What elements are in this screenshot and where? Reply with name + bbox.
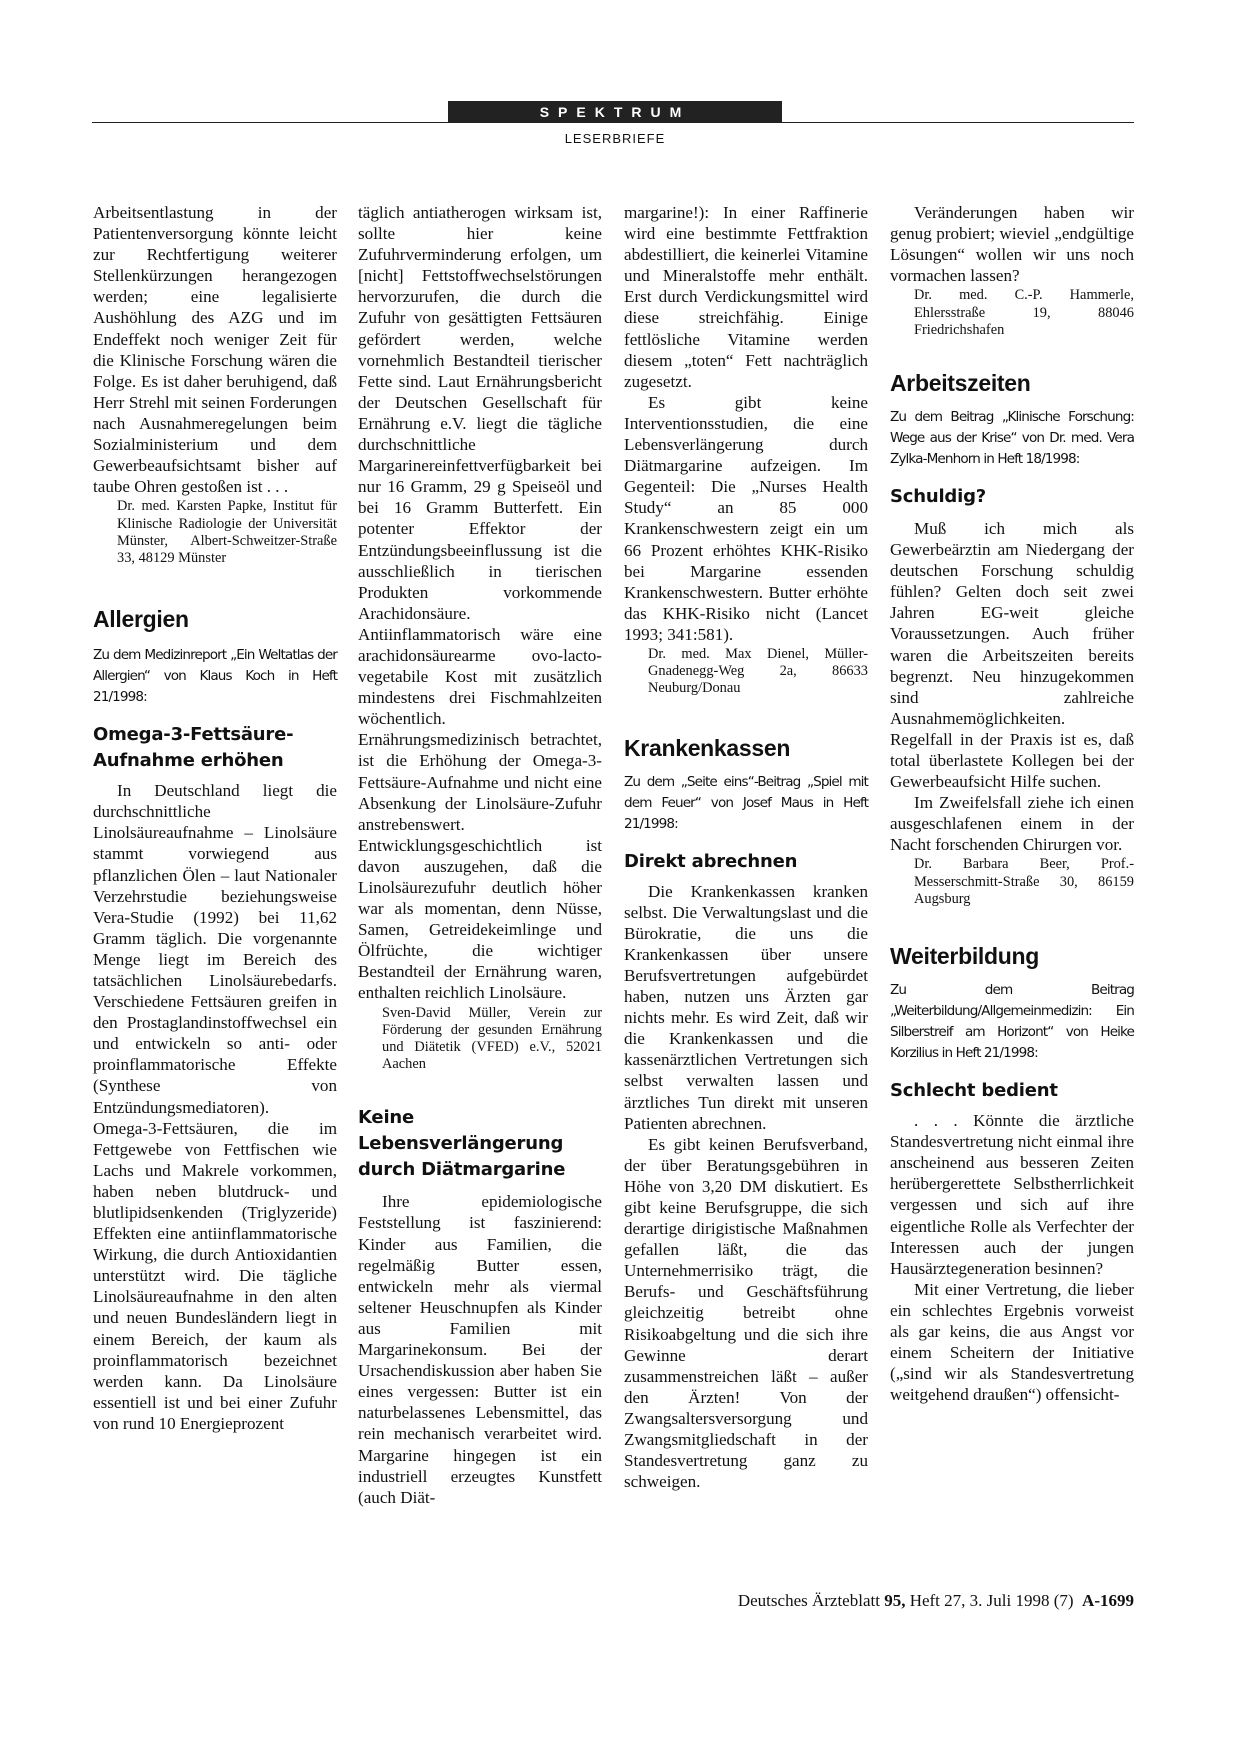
- article-reference: Zu dem Medizinreport „Ein Weltatlas der Allergien“ von Klaus Koch in Heft 21/1998:: [93, 647, 337, 706]
- letter-signature: Dr. med. C.-P. Hammerle, Ehlersstraße 19, 88046 Friedrichshafen: [914, 287, 1134, 338]
- letter-paragraph: Veränderungen haben wir genug probiert; wieviel „endgültige Lösungen“ wollen wir uns noch vormachen lassen?: [890, 203, 1134, 286]
- section-heading-arbeitszeiten: Arbeitszeiten: [890, 369, 1031, 396]
- letter-paragraph: In Deutschland liegt die durchschnittliche Linolsäureaufnahme – Linolsäure stammt vorwiegend aus pflanzlichen Ölen – laut Nationaler Verzehrstudie beziehungsweise Vera-Studie (1992) bei 11,62 Gramm täglich. Die vorgenannte Menge liegt im Bereich des tatsächlichen Linolsäurebedarfs. Verschiedene Fettsäuren greifen in den Prostaglandinstoffwechsel ein und entwickeln so anti- oder proinflammatorische Effekte (Synthese von Entzündungsmediatoren).: [93, 781, 337, 1117]
- section-label: SPEKTRUM: [448, 101, 782, 123]
- subsection-label: LESERBRIEFE: [564, 131, 666, 146]
- page-number: A-1699: [1082, 1591, 1134, 1610]
- letter-paragraph: . . . Könnte die ärztliche Standesvertretung nicht einmal ihre anscheinend aus besseren Zeiten herübergerettete Selbstherrlichkeit vergessen und sich auf ihre eigentliche Rolle als Verfechter der Interessen auch der jungen Hausärztegeneration besinnen?: [890, 1111, 1134, 1278]
- letter-title: Keine Lebensverlängerung durch Diätmargarine: [358, 1107, 566, 1181]
- letter-paragraph: margarine!): In einer Raffinerie wird eine bestimmte Fettfraktion abdestilliert, die keinerlei Vitamine und Mineralstoffe mehr enthält. Erst durch Verdickungsmittel wird diese streichfähig. Einige fettlösliche Vitamine werden diesem „toten“ Fett nachträglich zugesetzt.: [624, 203, 868, 391]
- column-3: [624, 202, 868, 1492]
- journal-name: Deutsches Ärzteblatt: [737, 1591, 880, 1610]
- letter-paragraph: Im Zweifelsfall ziehe ich einen ausgeschlafenen einem in der Nacht forschenden Chirurgen vor.: [890, 793, 1134, 855]
- letter-paragraph: Es gibt keinen Berufsverband, der über Beratungsgebühren in Höhe von 3,20 DM diskutiert. Es gibt keine Berufsgruppe, die sich derartige dirigistische Maßnahmen gefallen läßt, die das Unternehmerrisiko trägt, die Berufs- und Geschäftsführung gleichzeitig betreibt ohne Risikoabgeltung und die sich ihre Gewinne derart zusammenstreichen läßt – außer den Ärzten! Von der Zwangsaltersversorgung und Zwangsmitgliedschaft in der Standesvertretung ganz zu schweigen.: [624, 1134, 868, 1492]
- letter-paragraph: Die Krankenkassen kranken selbst. Die Verwaltungslast und die Bürokratie, die uns die Krankenkassen über unsere Berufsvertretungen aufgebürdet haben, nutzen uns Ärzten gar nichts mehr. Es wird Zeit, daß wir die Krankenkassen und die kassenärztlichen Vertretungen sich selbst verwalten lassen und ärztliches Tun direkt mit unseren Patienten abrechnen.: [624, 881, 868, 1133]
- letter-paragraph: Ihre epidemiologische Feststellung ist faszinierend: Kinder aus Familien, die regelmäßig Butter essen, entwickeln mehr als viermal seltener Heuschnupfen als Kinder aus Familien mit Margarinekonsum. Bei der Ursachendiskussion aber haben Sie eines vergessen: Butter ist ein naturbelassenes Lebensmittel, das rein mechanisch verarbeitet wird. Margarine hingegen ist ein industriell erzeugtes Kunstfett (auch Diät-: [358, 1192, 602, 1507]
- letter-paragraph: Mit einer Vertretung, die lieber ein schlechtes Ergebnis vorweist als gar keins, die aus Angst vor einem Scheitern der Initiative („sind wir als Standesvertretung weitgehend draußen“) offensicht-: [890, 1279, 1134, 1405]
- letter-title: Schuldig?: [890, 485, 987, 507]
- letter-paragraph: Arbeitsentlastung in der Patientenversorgung könnte leicht zur Rechtfertigung weiterer Stellenkürzungen herangezogen werden; eine legalisierte Aushöhlung des AZG und im Endeffekt noch weniger Zeit für die Klinische Forschung wären die Folge. Es ist daher beruhigend, daß Herr Strehl mit seinen Forderungen nach Ausnahmeregelungen beim Sozialministerium und dem Gewerbeaufsichtsamt bisher auf taube Ohren gestoßen ist . . .: [93, 203, 337, 497]
- section-heading-weiterbildung: Weiterbildung: [890, 943, 1040, 970]
- letter-title: Omega-3-Fettsäure-Aufnahme erhöhen: [93, 724, 294, 772]
- letter-title: Direkt abrechnen: [624, 850, 798, 872]
- letter-paragraph: Omega-3-Fettsäuren, die im Fettgewebe von Fettfischen wie Lachs und Makrele vorkommen, haben neben blutdruck- und blutlipidsenkenden (Triglyzeride) Effekten eine antiinflammatorische Wirkung, die durch Antioxidantien unterstützt wird. Die tägliche Linolsäureaufnahme in den alten und neuen Bundesländern liegt in einem Bereich, der kaum als proinflammatorisch bezeichnet werden kann. Da Linolsäure essentiell ist und bei einer Zufuhr von rund 10 Energieprozent: [93, 1118, 337, 1433]
- letter-paragraph: Regelfall in der Praxis ist es, daß total überlastete Kollegen bei der Gewerbeaufsicht Hilfe suchen.: [890, 729, 1134, 792]
- letter-signature: Dr. med. Karsten Papke, Institut für Klinische Radiologie der Universität Münster, Albert-Schweitzer-Straße 33, 48129 Münster: [117, 498, 337, 566]
- letter-signature: Dr. Barbara Beer, Prof.-Messerschmitt-Straße 30, 86159 Augsburg: [914, 856, 1134, 907]
- article-reference: Zu dem Beitrag „Weiterbildung/Allgemeinmedizin: Ein Silberstreif am Horizont“ von Heike Korzilius in Heft 21/1998:: [890, 982, 1134, 1062]
- header-rule: [92, 122, 1134, 123]
- letter-signature: Sven-David Müller, Verein zur Förderung der gesunden Ernährung und Diätetik (VFED) e.V., 52021 Aachen: [382, 1004, 602, 1073]
- journal-issue: Heft 27, 3. Juli 1998 (7): [909, 1591, 1074, 1610]
- column-2: [358, 202, 602, 1508]
- letter-paragraph: Es gibt keine Interventionsstudien, die eine Lebensverlängerung durch Diätmargarine aufzeigen. Im Gegenteil: Die „Nurses Health Study“ an 85 000 Krankenschwestern zeigt ein um 66 Prozent erhöhtes KHK-Risiko bei Margarine essenden Krankenschwestern. Butter erhöhte das KHK-Risiko nicht (Lancet 1993; 341:581).: [624, 392, 868, 644]
- page-footer: [600, 1591, 1134, 1611]
- letter-paragraph: Muß ich mich als Gewerbeärztin am Niedergang der deutschen Forschung schuldig fühlen? Gelten doch seit zwei Jahren EG-weit gleiche Voraussetzungen. Auch früher waren die Arbeitszeiten bereits begrenzt. Neu hinzugekommen sind zahlreiche Ausnahmemöglichkeiten.: [890, 518, 1134, 728]
- letter-paragraph: täglich antiatherogen wirksam ist, sollte hier keine Zufuhrverminderung erfolgen, um [nicht] Fettstoffwechselstörungen hervorzurufen, die durch die Zufuhr von gesättigten Fettsäuren gefördert werden, welche vornehmlich Bestandteil tierischer Fette sind. Laut Ernährungsbericht der Deutschen Gesellschaft für Ernährung e.V. liegt die tägliche durchschnittliche Margarinereinfettverfügbarkeit bei nur 16 Gramm, 29 g Speiseöl und bei 16 Gramm Butterfett. Ein potenter Effektor der Entzündungsbeeinflussung ist die ausschließlich in tierischen Produkten vorkommende Arachidonsäure. Antiinflammatorisch wäre eine arachidonsäurearme ovo-lacto-vegetabile Kost mit zusätzlich mindestens drei Fischmahlzeiten wöchentlich. Ernährungsmedizinisch betrachtet, ist die Erhöhung der Omega-3-Fettsäure-Aufnahme und nicht eine Absenkung der Linolsäure-Zufuhr anstrebenswert. Entwicklungsgeschichtlich ist davon auszugehen, daß die Linolsäurezufuhr deutlich höher war als momentan, denn Nüsse, Samen, Getreidekeimlinge und Ölfrüchte, die wichtiger Bestandteil der Ernährung waren, enthalten reichlich Linolsäure.: [358, 203, 602, 1003]
- letter-signature: Dr. med. Max Dienel, Müller-Gnadenegg-Weg 2a, 86633 Neuburg/Donau: [648, 645, 868, 697]
- article-reference: Zu dem „Seite eins“-Beitrag „Spiel mit dem Feuer“ von Josef Maus in Heft 21/1998:: [624, 773, 868, 832]
- column-1: [93, 202, 337, 1434]
- section-heading-krankenkassen: Krankenkassen: [624, 734, 791, 761]
- journal-volume: 95,: [884, 1591, 906, 1610]
- section-heading-allergien: Allergien: [93, 606, 189, 633]
- column-4: [890, 202, 1134, 1405]
- letter-title: Schlecht bedient: [890, 1080, 1058, 1102]
- article-reference: Zu dem Beitrag „Klinische Forschung: Wege aus der Krise“ von Dr. med. Vera Zylka-Menhorn in Heft 18/1998:: [890, 408, 1134, 467]
